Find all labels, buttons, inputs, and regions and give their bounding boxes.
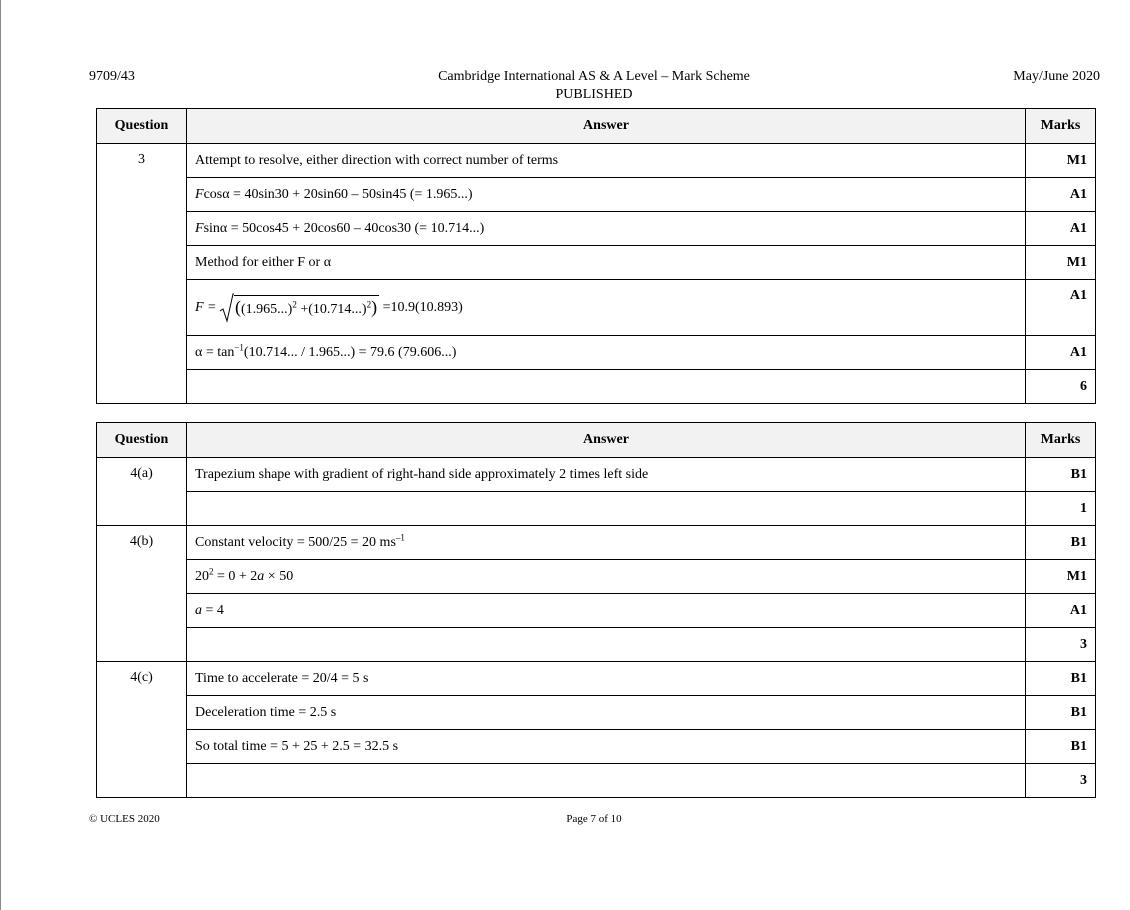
answer-cell bbox=[187, 212, 1026, 246]
exponent: 2 bbox=[292, 299, 297, 310]
question-number: 4(a) bbox=[97, 458, 187, 526]
formula-lhs: F = bbox=[195, 299, 217, 315]
total-mark-cell: 3 bbox=[1026, 628, 1096, 662]
question-number: 3 bbox=[97, 144, 187, 404]
radicand: $((1.965...)^2 +(10.714...)^2)$ bbox=[235, 297, 378, 317]
answer-cell bbox=[187, 492, 1026, 526]
answer-cell: Attempt to resolve, either direction with correct number of terms bbox=[187, 144, 1026, 178]
math-var: a bbox=[195, 602, 202, 618]
answer-cell bbox=[187, 560, 1026, 594]
page-edge bbox=[0, 0, 1, 910]
mark-cell: B1 bbox=[1026, 458, 1096, 492]
math-lhs: α = tan bbox=[195, 344, 235, 360]
question-number: 4(c) bbox=[97, 662, 187, 798]
mark-cell: A1 bbox=[1026, 280, 1096, 336]
exponent: 2 bbox=[366, 299, 372, 310]
table-row bbox=[97, 628, 1096, 662]
table-row bbox=[97, 458, 1096, 492]
question-header: Question bbox=[97, 423, 187, 458]
sqrt-formula bbox=[195, 295, 463, 321]
total-mark-cell: 1 bbox=[1026, 492, 1096, 526]
table-row bbox=[97, 730, 1096, 764]
math-var: F bbox=[195, 220, 204, 236]
superscript: −1 bbox=[234, 341, 244, 352]
radical-sign bbox=[220, 295, 234, 321]
answer-cell bbox=[187, 764, 1026, 798]
answer-cell bbox=[187, 336, 1026, 370]
answer-text: Constant velocity = 500/25 = 20 ms bbox=[195, 534, 396, 550]
mark-cell: B1 bbox=[1026, 526, 1096, 560]
total-mark-cell: 3 bbox=[1026, 764, 1096, 798]
total-mark-cell: 6 bbox=[1026, 370, 1096, 404]
table-row bbox=[97, 696, 1096, 730]
table-row bbox=[97, 280, 1096, 336]
table-row bbox=[97, 144, 1096, 178]
answer-cell: Time to accelerate = 20/4 = 5 s bbox=[187, 662, 1026, 696]
answer-text: sinα = 50cos45 + 20cos60 – 40cos30 (= 10.714...) bbox=[203, 220, 485, 236]
document-title bbox=[0, 68, 1130, 104]
answer-cell: So total time = 5 + 25 + 2.5 = 32.5 s bbox=[187, 730, 1026, 764]
answer-cell bbox=[187, 526, 1026, 560]
mark-scheme-table-q4 bbox=[96, 422, 1096, 798]
published-label: PUBLISHED bbox=[555, 87, 633, 102]
table-row bbox=[97, 764, 1096, 798]
radicand-term-a: (1.965...) bbox=[241, 302, 293, 317]
table-row bbox=[97, 560, 1096, 594]
answer-cell bbox=[187, 178, 1026, 212]
answer-header: Answer bbox=[187, 109, 1026, 144]
mark-cell: M1 bbox=[1026, 560, 1096, 594]
formula-rhs: =10.9(10.893) bbox=[382, 299, 463, 315]
question-header: Question bbox=[97, 109, 187, 144]
answer-cell: Method for either F or α bbox=[187, 246, 1026, 280]
answer-text: = 4 bbox=[202, 602, 224, 618]
answer-text: = 0 + 2 bbox=[213, 568, 258, 584]
mark-cell: M1 bbox=[1026, 246, 1096, 280]
mark-cell: A1 bbox=[1026, 594, 1096, 628]
copyright: © UCLES 2020 bbox=[89, 813, 160, 825]
answer-cell bbox=[187, 628, 1026, 662]
table-row bbox=[97, 662, 1096, 696]
radicand-term-b: (10.714...) bbox=[308, 302, 367, 317]
answer-cell bbox=[187, 594, 1026, 628]
table-row bbox=[97, 336, 1096, 370]
table-row bbox=[97, 212, 1096, 246]
answer-header: Answer bbox=[187, 423, 1026, 458]
mark-cell: M1 bbox=[1026, 144, 1096, 178]
answer-cell: Deceleration time = 2.5 s bbox=[187, 696, 1026, 730]
marks-header: Marks bbox=[1026, 423, 1096, 458]
answer-cell: Trapezium shape with gradient of right-hand side approximately 2 times left side bbox=[187, 458, 1026, 492]
table-row bbox=[97, 370, 1096, 404]
mark-cell: B1 bbox=[1026, 662, 1096, 696]
paper-code: 9709/43 bbox=[89, 69, 135, 84]
answer-cell bbox=[187, 280, 1026, 336]
answer-text: (10.714... / 1.965...) = 79.6 (79.606...) bbox=[243, 344, 457, 360]
table-row bbox=[97, 246, 1096, 280]
table-row bbox=[97, 178, 1096, 212]
math-var: F bbox=[195, 186, 204, 202]
math-var: a bbox=[257, 568, 265, 584]
superscript: –1 bbox=[395, 531, 405, 542]
answer-text: cosα = 40sin30 + 20sin60 – 50sin45 (= 1.965...) bbox=[203, 186, 473, 202]
mark-cell: A1 bbox=[1026, 178, 1096, 212]
mark-scheme-table-q3 bbox=[96, 108, 1096, 404]
mark-cell: B1 bbox=[1026, 696, 1096, 730]
table-row bbox=[97, 526, 1096, 560]
mark-cell: A1 bbox=[1026, 212, 1096, 246]
answer-cell bbox=[187, 370, 1026, 404]
marks-header: Marks bbox=[1026, 109, 1096, 144]
mark-cell: B1 bbox=[1026, 730, 1096, 764]
math-base: 20 bbox=[195, 568, 209, 584]
superscript: 2 bbox=[209, 565, 214, 576]
exam-session: May/June 2020 bbox=[1013, 69, 1100, 84]
title-line: Cambridge International AS & A Level – Mark Scheme bbox=[438, 69, 750, 84]
mark-cell: A1 bbox=[1026, 336, 1096, 370]
plus-sign: + bbox=[300, 302, 309, 317]
question-number: 4(b) bbox=[97, 526, 187, 662]
table-row bbox=[97, 594, 1096, 628]
page-number: Page 7 of 10 bbox=[566, 813, 622, 825]
answer-tail: × 50 bbox=[264, 568, 294, 584]
table-row bbox=[97, 492, 1096, 526]
